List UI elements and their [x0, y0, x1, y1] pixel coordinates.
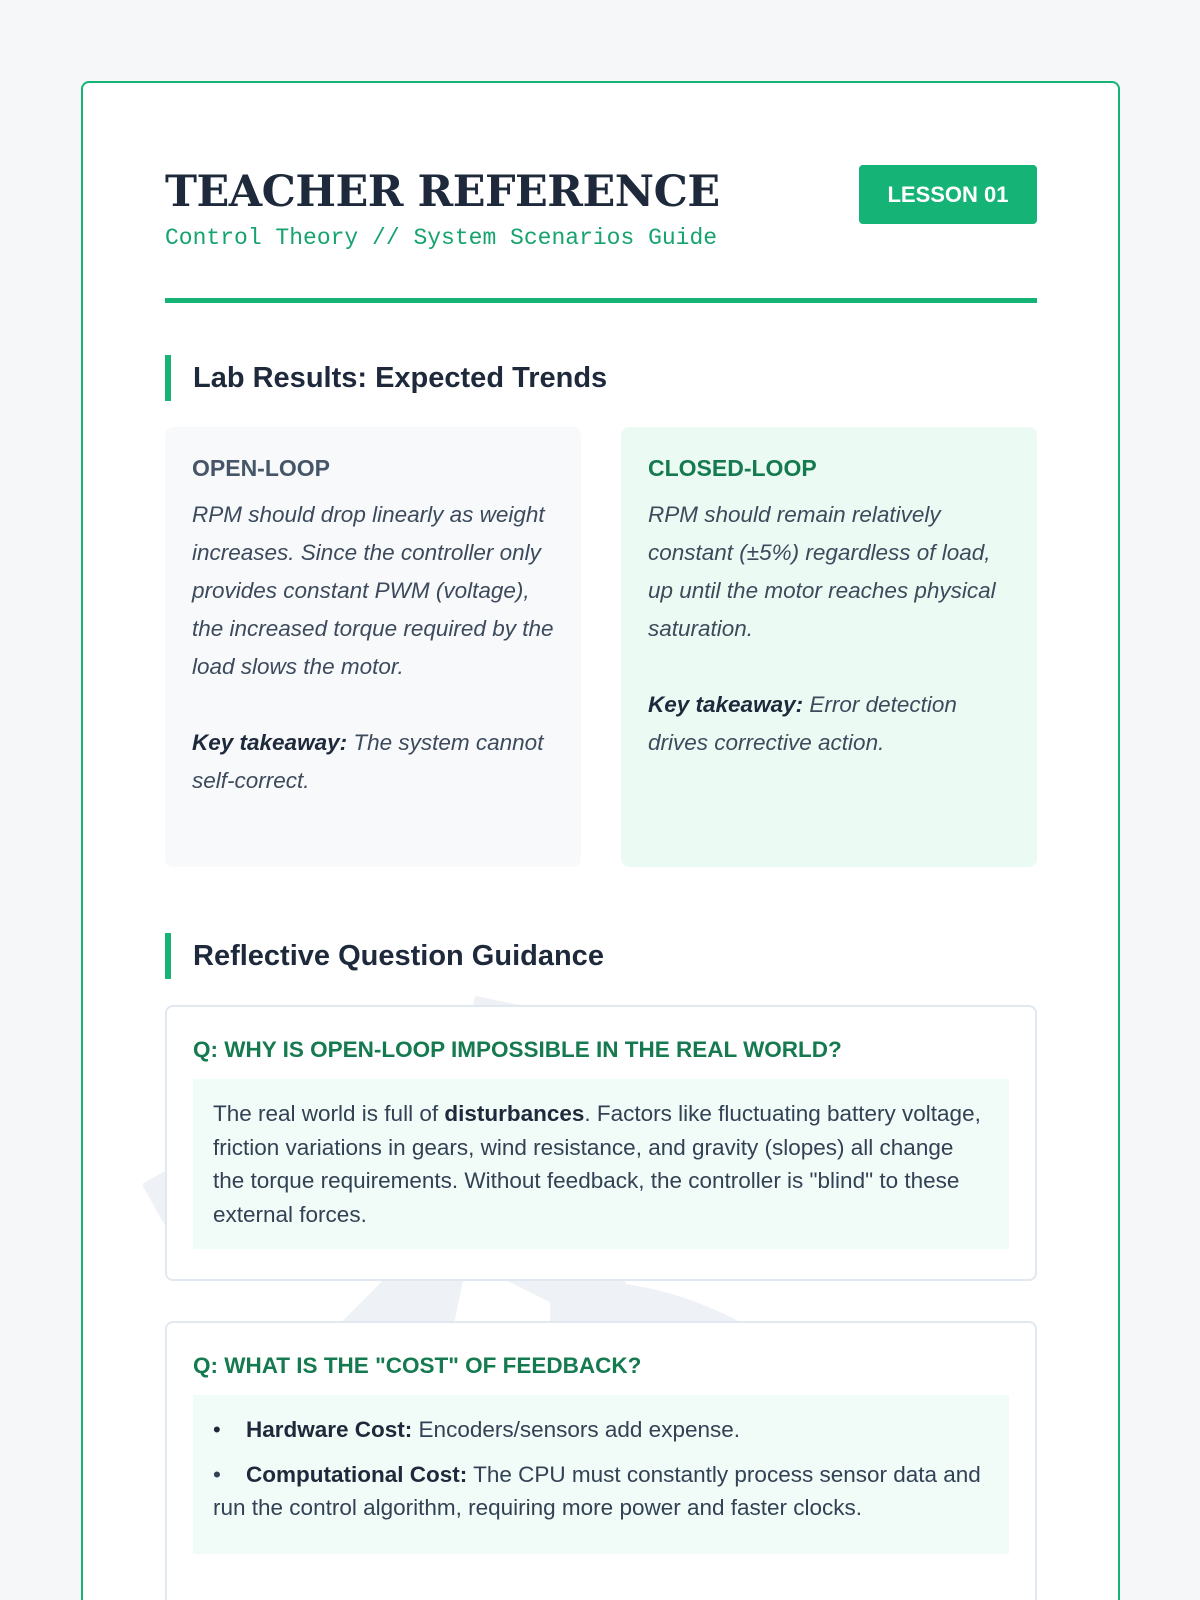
bullet-text: Encoders/sensors add expense. [412, 1417, 740, 1442]
answer-keyword: disturbances [444, 1101, 585, 1126]
trend-comparison [165, 427, 1037, 867]
bullet-label: Hardware Cost: [246, 1417, 413, 1442]
bullet-text: The CPU must constantly process sensor data and run the control algorithm, requiring more power and faster clocks. [213, 1461, 981, 1520]
section-heading-lab-results: Lab Results: Expected Trends [165, 355, 1037, 401]
page-header [165, 83, 1037, 303]
question-card [165, 1005, 1037, 1281]
question-card [165, 1321, 1037, 1600]
closed-loop-label: CLOSED-LOOP [648, 455, 817, 481]
question-title: Q: WHY IS OPEN-LOOP IMPOSSIBLE IN THE REAL WORLD? [193, 1037, 842, 1062]
bullet-icon: • [213, 1461, 221, 1487]
open-loop-description: RPM should drop linearly as weight increases. Since the controller only provides constant PWM (voltage), the increased torque required by the load slows the motor. [192, 502, 554, 679]
open-loop-label: OPEN-LOOP [192, 455, 331, 481]
page-title: TEACHER REFERENCE [165, 167, 720, 217]
bullet-label: Computational Cost: [246, 1461, 468, 1487]
takeaway-label: Key takeaway: [192, 730, 348, 755]
lesson-badge: LESSON 01 [859, 165, 1037, 224]
section-heading-reflective: Reflective Question Guidance [165, 933, 1037, 979]
takeaway-label: Key takeaway: [648, 692, 804, 717]
page-subtitle: Control Theory // System Scenarios Guide [165, 225, 718, 251]
answer-block [193, 1395, 1009, 1554]
cost-list [213, 1413, 989, 1525]
closed-loop-takeaway [648, 686, 1010, 762]
closed-loop-panel [621, 427, 1037, 867]
answer-block [193, 1079, 1009, 1249]
answer-text: . Factors like fluctuating battery voltage, friction variations in gears, wind resistance, and gravity (slopes) all change the torque requirements. Without feedback, the controller is "blind" to these external forces. [213, 1101, 981, 1227]
open-loop-panel [165, 427, 581, 867]
reference-card [81, 81, 1120, 1600]
takeaway-text: The system cannot self-correct. [192, 730, 544, 793]
list-item [213, 1413, 989, 1447]
closed-loop-description: RPM should remain relatively constant (±5%) regardless of load, up until the motor reaches physical saturation. [648, 502, 996, 641]
question-title: Q: WHAT IS THE "COST" OF FEEDBACK? [193, 1353, 642, 1378]
takeaway-text: Error detection drives corrective action. [648, 692, 957, 755]
answer-text: The real world is full of [213, 1101, 445, 1126]
list-item [213, 1458, 989, 1525]
bullet-icon: • [213, 1417, 221, 1442]
open-loop-takeaway [192, 724, 554, 800]
